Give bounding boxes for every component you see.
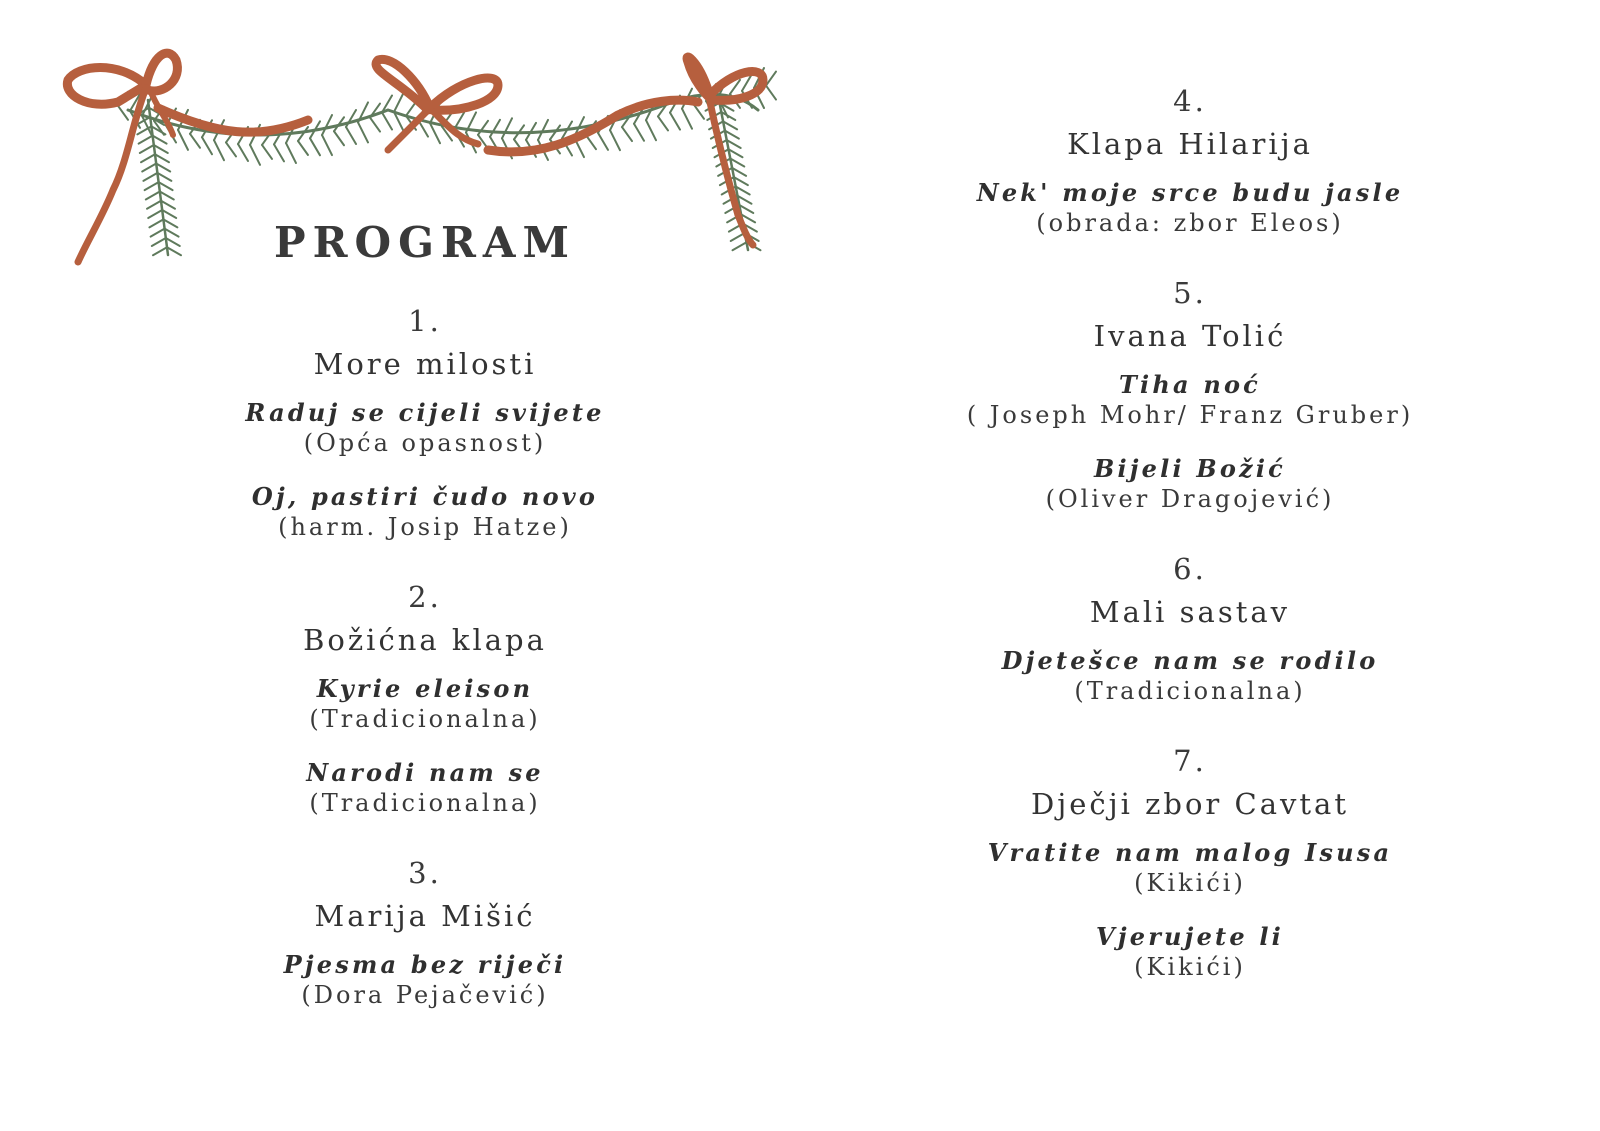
- act-number: 4.: [1173, 84, 1207, 118]
- song-entry: [900, 370, 1480, 430]
- performer-name: Klapa Hilarija: [1067, 127, 1313, 161]
- song-title: Nek' moje srce budu jasle: [976, 178, 1404, 207]
- song-credit: (Dora Pejačević): [301, 981, 549, 1009]
- song-credit: (Opća opasnost): [303, 429, 547, 457]
- program-act: [170, 302, 680, 542]
- song-title: Narodi nam se: [306, 758, 544, 787]
- act-number: 6.: [1173, 552, 1207, 586]
- performer-name: Mali sastav: [1089, 595, 1291, 629]
- performer-name: More milosti: [313, 347, 537, 381]
- song-title: Pjesma bez riječi: [283, 950, 567, 979]
- program-column-right: [900, 82, 1480, 982]
- song-credit: (Kikići): [1134, 953, 1246, 981]
- song-credit: (harm. Josip Hatze): [278, 513, 572, 541]
- program-title: PROGRAM: [274, 218, 576, 267]
- song-credit: (Tradicionalna): [309, 705, 541, 733]
- song-entry: [900, 646, 1480, 706]
- song-credit: (Kikići): [1134, 869, 1246, 897]
- song-entry: [900, 178, 1480, 238]
- song-entry: [900, 922, 1480, 982]
- performer-name: Božićna klapa: [303, 623, 547, 657]
- act-number: 3.: [408, 856, 442, 890]
- song-entry: [170, 398, 680, 458]
- song-title: Raduj se cijeli svijete: [245, 398, 605, 427]
- song-credit: (Oliver Dragojević): [1045, 485, 1335, 513]
- song-title: Tiha noć: [1118, 370, 1261, 399]
- program-act: [900, 274, 1480, 514]
- performer-name: Marija Mišić: [314, 899, 536, 933]
- act-number: 5.: [1173, 276, 1207, 310]
- program-act: [900, 742, 1480, 982]
- act-number: 1.: [408, 304, 442, 338]
- act-number: 2.: [408, 580, 442, 614]
- song-entry: [170, 758, 680, 818]
- song-credit: (obrada: zbor Eleos): [1036, 209, 1344, 237]
- performer-name: Ivana Tolić: [1093, 319, 1287, 353]
- program-column-left: [170, 302, 680, 1010]
- program-act: [900, 82, 1480, 238]
- program-act: [900, 550, 1480, 706]
- act-number: 7.: [1173, 744, 1207, 778]
- song-title: Vjerujete li: [1096, 922, 1284, 951]
- song-credit: ( Joseph Mohr/ Franz Gruber): [966, 401, 1414, 429]
- song-entry: [170, 674, 680, 734]
- song-entry: [170, 950, 680, 1010]
- song-title: Kyrie eleison: [316, 674, 534, 703]
- song-entry: [170, 482, 680, 542]
- program-act: [170, 854, 680, 1010]
- song-title: Bijeli Božić: [1094, 454, 1286, 483]
- song-entry: [900, 838, 1480, 898]
- song-credit: (Tradicionalna): [1074, 677, 1306, 705]
- song-credit: (Tradicionalna): [309, 789, 541, 817]
- song-title: Vratite nam malog Isusa: [987, 838, 1393, 867]
- song-entry: [900, 454, 1480, 514]
- program-act: [170, 578, 680, 818]
- song-title: Djetešce nam se rodilo: [1001, 646, 1379, 675]
- song-title: Oj, pastiri čudo novo: [251, 482, 599, 511]
- performer-name: Dječji zbor Cavtat: [1031, 787, 1349, 821]
